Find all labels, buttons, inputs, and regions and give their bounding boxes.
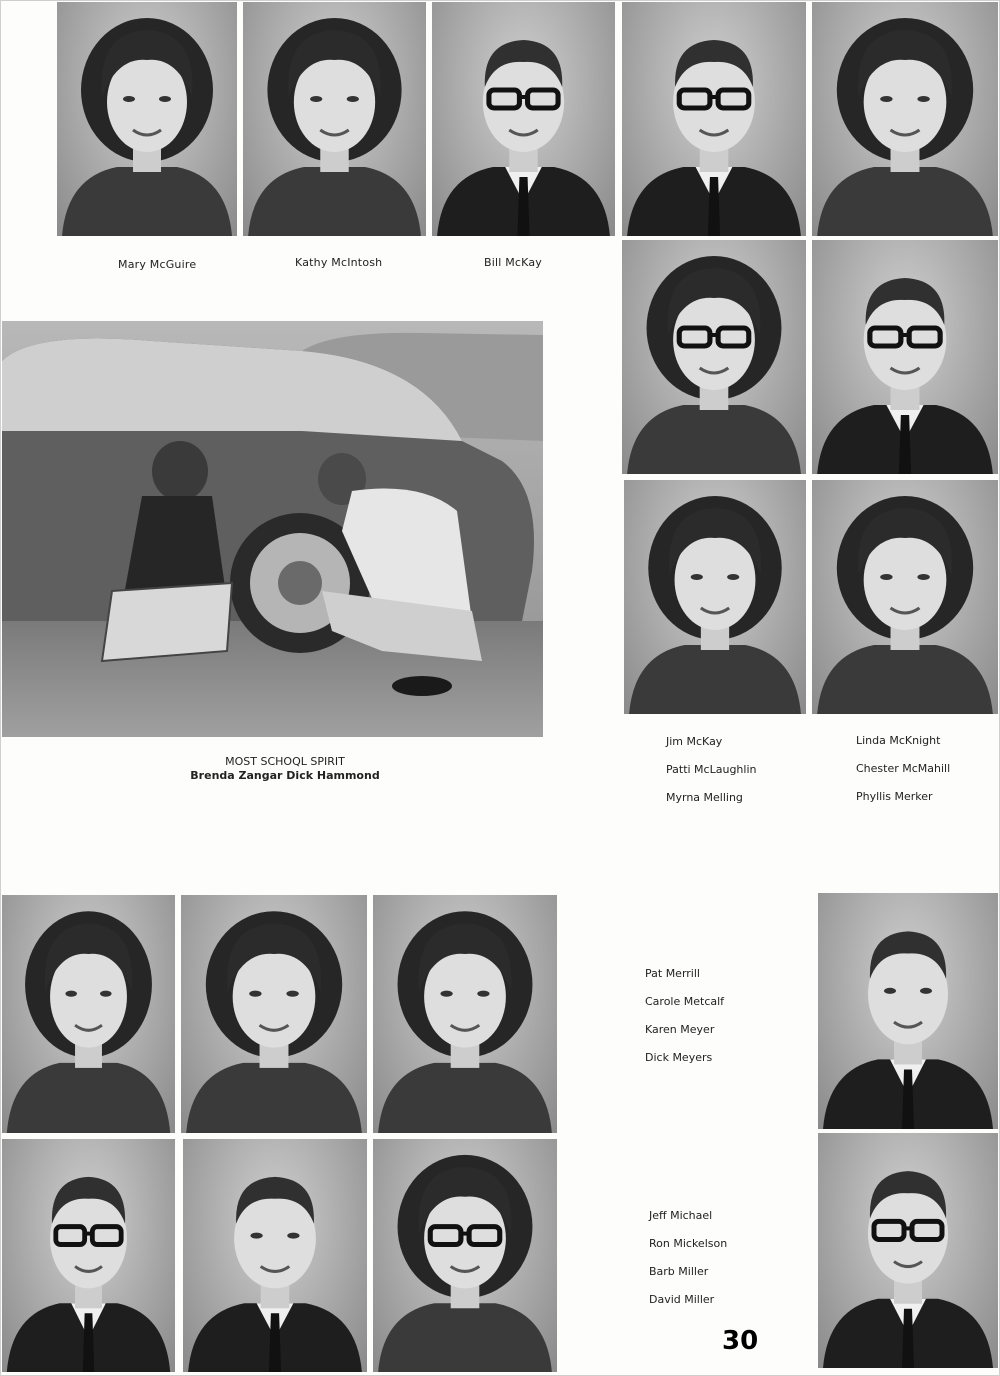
name-entry: Linda McKnight bbox=[856, 734, 941, 747]
portrait-karen-meyer bbox=[373, 895, 557, 1133]
portrait-silhouette-icon bbox=[818, 1133, 998, 1368]
portrait-silhouette-icon bbox=[2, 895, 175, 1133]
name-entry: Chester McMahill bbox=[856, 762, 951, 775]
name-entry: Carole Metcalf bbox=[645, 995, 725, 1008]
portrait-silhouette-icon bbox=[812, 480, 998, 714]
portrait-carole-metcalf bbox=[181, 895, 367, 1133]
name-entry: Dick Meyers bbox=[645, 1051, 713, 1064]
portrait-silhouette-icon bbox=[432, 2, 615, 236]
portrait-patti-mclaughlin bbox=[622, 240, 806, 474]
portrait-silhouette-icon bbox=[2, 1139, 175, 1372]
portrait-ron-mickelson bbox=[183, 1139, 367, 1372]
portrait-silhouette-icon bbox=[818, 893, 998, 1129]
name-entry: Phyllis Merker bbox=[856, 790, 933, 803]
portrait-silhouette-icon bbox=[624, 480, 806, 714]
portrait-silhouette-icon bbox=[622, 2, 806, 236]
portrait-silhouette-icon bbox=[812, 240, 998, 474]
portrait-mary-mcguire bbox=[57, 2, 237, 236]
portrait-silhouette-icon bbox=[57, 2, 237, 236]
portrait-david-miller bbox=[818, 1133, 998, 1368]
name-entry: Karen Meyer bbox=[645, 1023, 715, 1036]
portrait-chester-mcmahill bbox=[812, 240, 998, 474]
name-entry: Ron Mickelson bbox=[649, 1237, 728, 1250]
spirit-caption-names: Brenda Zangar Dick Hammond bbox=[190, 769, 380, 782]
portrait-silhouette-icon bbox=[181, 895, 367, 1133]
portrait-jeff-michael bbox=[2, 1139, 175, 1372]
portrait-silhouette-icon bbox=[373, 1139, 557, 1372]
portrait-silhouette-icon bbox=[812, 2, 998, 236]
portrait-bill-mckay bbox=[432, 2, 615, 236]
names-middle-left-column bbox=[666, 728, 756, 812]
names-lower-group-a bbox=[645, 960, 724, 1072]
portrait-barb-miller bbox=[373, 1139, 557, 1372]
most-school-spirit-caption bbox=[170, 755, 400, 783]
spirit-caption-title: MOST SCHOQL SPIRIT bbox=[225, 755, 345, 768]
portrait-linda-mcknight bbox=[812, 2, 998, 236]
portrait-silhouette-icon bbox=[243, 2, 426, 236]
portrait-silhouette-icon bbox=[622, 240, 806, 474]
names-lower-group-b bbox=[649, 1202, 727, 1314]
name-entry: Myrna Melling bbox=[666, 791, 743, 804]
portrait-jim-mckay bbox=[622, 2, 806, 236]
portrait-phyllis-merker bbox=[812, 480, 998, 714]
name-entry: Jeff Michael bbox=[649, 1209, 713, 1222]
names-middle-right-column bbox=[856, 727, 950, 811]
caption-kathy-mcintosh: Kathy McIntosh bbox=[295, 256, 383, 269]
name-entry: Patti McLaughlin bbox=[666, 763, 757, 776]
portrait-silhouette-icon bbox=[373, 895, 557, 1133]
page-number: 30 bbox=[722, 1326, 759, 1356]
name-entry: Barb Miller bbox=[649, 1265, 709, 1278]
name-entry: Pat Merrill bbox=[645, 967, 700, 980]
car-tire-scene-illustration bbox=[2, 321, 543, 737]
name-entry: David Miller bbox=[649, 1293, 715, 1306]
portrait-silhouette-icon bbox=[183, 1139, 367, 1372]
portrait-dick-meyers bbox=[818, 893, 998, 1129]
portrait-pat-merrill bbox=[2, 895, 175, 1133]
name-entry: Jim McKay bbox=[666, 735, 723, 748]
most-school-spirit-photo bbox=[2, 321, 543, 737]
caption-bill-mckay: Bill McKay bbox=[484, 256, 543, 269]
portrait-kathy-mcintosh bbox=[243, 2, 426, 236]
caption-mary-mcguire: Mary McGuire bbox=[118, 258, 197, 271]
portrait-myrna-melling bbox=[624, 480, 806, 714]
